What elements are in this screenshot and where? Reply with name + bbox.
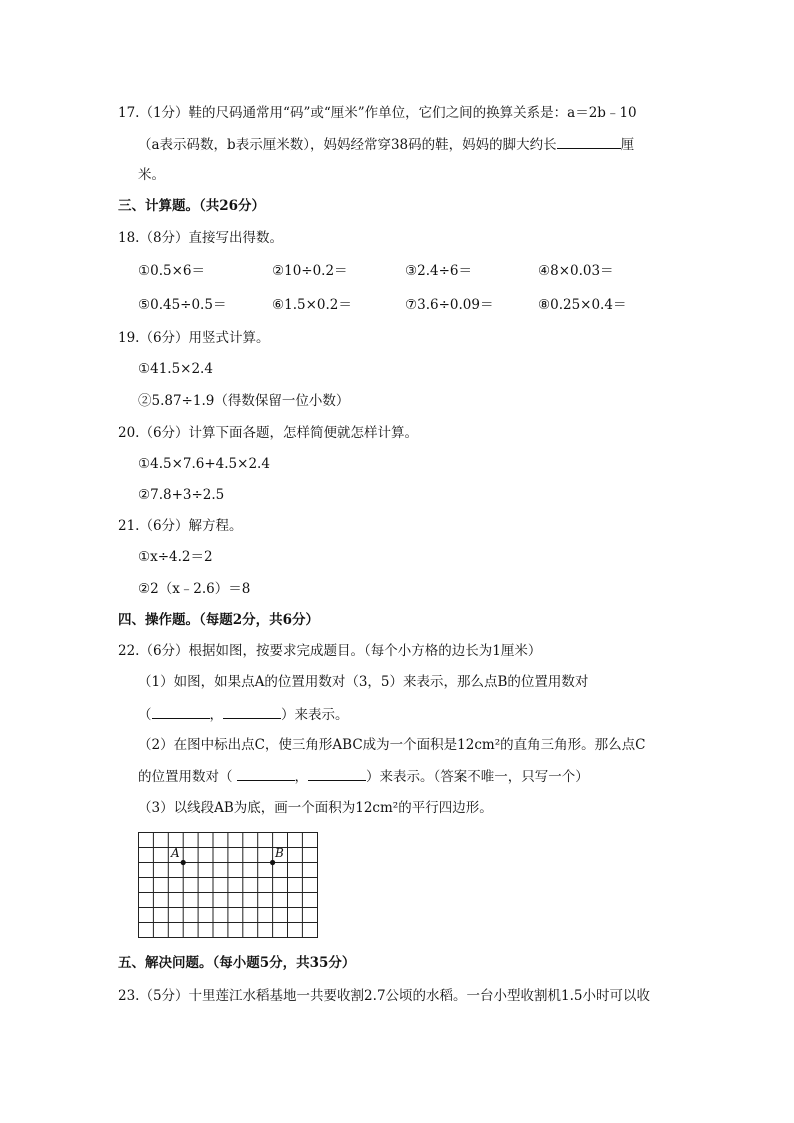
point-a-label: A — [171, 846, 180, 860]
grid-lines — [139, 833, 318, 938]
q22-part2-pre: 的位置用数对（ — [138, 769, 233, 785]
q22-part2-line2 — [138, 767, 589, 786]
q18-item-1: ①0.5×6＝ — [138, 263, 205, 279]
q22-part2-blank-x[interactable] — [237, 767, 295, 781]
section-4-title: 四、操作题。（每题2分，共6分） — [118, 612, 320, 628]
q18-item-6: ⑥1.5×0.2＝ — [272, 297, 352, 313]
q22-part1-open-paren: （ — [138, 707, 152, 723]
point-b-label: B — [275, 846, 284, 860]
q21-stem: 21.（6分）解方程。 — [118, 518, 243, 534]
q18-item-8: ⑧0.25×0.4＝ — [538, 297, 627, 313]
q17-line3: 米。 — [138, 167, 165, 183]
q20-item-2: ②7.8+3÷2.5 — [138, 487, 225, 503]
q22-part3: （3）以线段AB为底，画一个面积为12cm²的平行四边形。 — [138, 800, 493, 816]
q22-part1-close: ）来表示。 — [281, 707, 349, 723]
q23-line1: 23.（5分）十里莲江水稻基地一共要收割2.7公顷的水稻。一台小型收割机1.5小时可以收 — [118, 988, 650, 1004]
q18-item-7: ⑦3.6÷0.09＝ — [405, 297, 494, 313]
q22-part1-line2 — [138, 705, 349, 724]
q20-stem: 20.（6分）计算下面各题，怎样简便就怎样计算。 — [118, 425, 419, 441]
q21-item-1: ①x÷4.2＝2 — [138, 549, 213, 565]
grid-figure[interactable] — [138, 832, 320, 940]
section-3-title: 三、计算题。（共26分） — [118, 198, 266, 214]
q17-answer-blank[interactable] — [557, 135, 621, 149]
q22-part2-line1: （2）在图中标出点C，使三角形ABC成为一个面积是12cm²的直角三角形。那么点C — [138, 737, 646, 753]
q18-item-4: ④8×0.03＝ — [538, 263, 614, 279]
section-5-title: 五、解决问题。（每小题5分，共35分） — [118, 955, 356, 971]
point-b-dot — [270, 860, 275, 865]
q17-line2 — [138, 135, 634, 154]
q18-item-3: ③2.4÷6＝ — [405, 263, 472, 279]
q22-part2-post: ）来表示。（答案不唯一，只写一个） — [366, 769, 589, 785]
q21-item-2: ②2（x﹣2.6）＝8 — [138, 581, 251, 597]
q22-part2-comma: ， — [294, 769, 308, 785]
q19-item-2: ②5.87÷1.9（得数保留一位小数） — [138, 393, 350, 409]
q22-part1-blank-y[interactable] — [223, 705, 281, 719]
q17-line2-text: （a表示码数，b表示厘米数），妈妈经常穿38码的鞋，妈妈的脚大约长 — [138, 137, 557, 153]
q20-item-1: ①4.5×7.6+4.5×2.4 — [138, 456, 270, 472]
q22-part1-comma: ， — [209, 707, 223, 723]
q22-part1-line1: （1）如图，如果点A的位置用数对（3，5）来表示，那么点B的位置用数对 — [138, 674, 589, 690]
q18-item-2: ②10÷0.2＝ — [272, 263, 348, 279]
q22-stem: 22.（6分）根据如图，按要求完成题目。（每个小方格的边长为1厘米） — [118, 643, 542, 659]
q17-line2-end: 厘 — [620, 137, 635, 153]
q18-stem: 18.（8分）直接写出得数。 — [118, 230, 284, 246]
q19-item-1: ①41.5×2.4 — [138, 361, 213, 377]
q22-part2-blank-y[interactable] — [308, 767, 366, 781]
point-a-dot — [181, 860, 186, 865]
q18-item-5: ⑤0.45÷0.5＝ — [138, 297, 227, 313]
q22-part1-blank-x[interactable] — [152, 705, 210, 719]
q17-line1: 17.（1分）鞋的尺码通常用“码”或“厘米”作单位，它们之间的换算关系是：a＝2b﹣10 — [118, 105, 637, 121]
q19-stem: 19.（6分）用竖式计算。 — [118, 330, 270, 346]
